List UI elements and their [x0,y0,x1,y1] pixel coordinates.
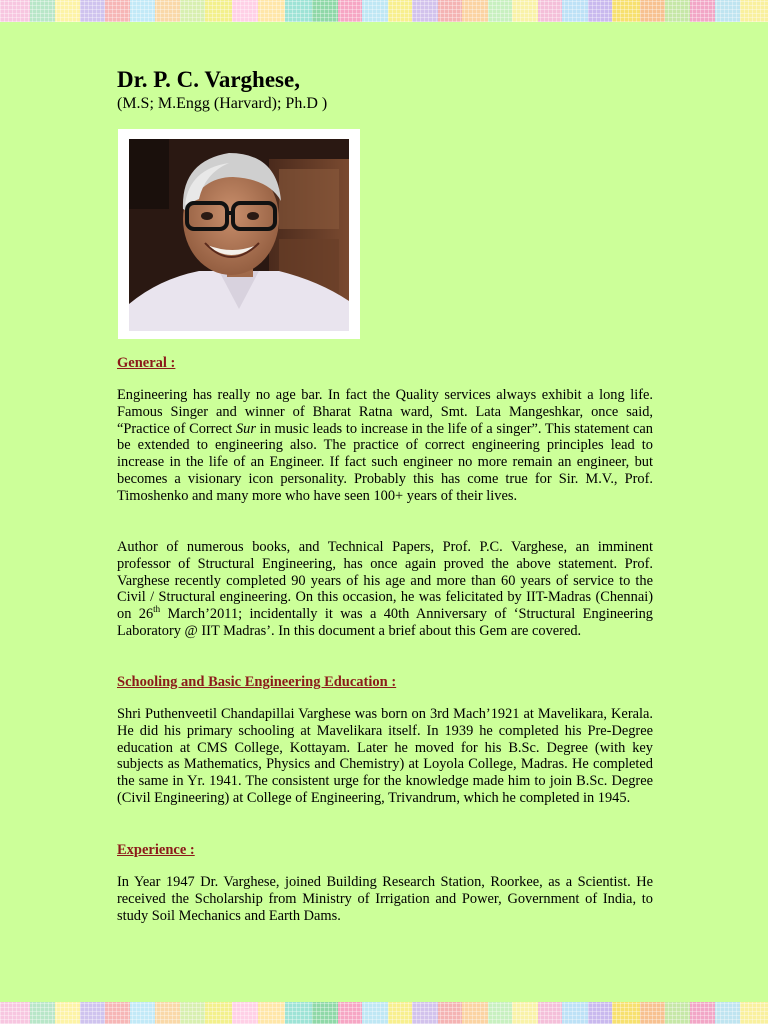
paragraph-schooling-1: Shri Puthenveetil Chandapillai Varghese was born on 3rd Mach’1921 at Mavelikara, Kerala. He did his primary schooling at Mavelikara itself. In 1939 he completed his Pre-Degree education at CMS College, Kottayam. Later he moved for his B.Sc. Degree (with key subjects as Mathematics, Physics and Chemistry) at Loyola College, Madras. He completed the same in Yr. 1941. The consistent urge for the knowledge made him to join B.Sc. Degree (Civil Engineering) at College of Engineering, Trivandrum, which he completed in 1945. [117,706,653,806]
section-heading-schooling: Schooling and Basic Engineering Education : [117,674,397,690]
portrait-photo-icon [129,139,349,331]
paragraph-general-2 [117,539,653,640]
paragraph-general-1 [117,387,653,505]
superscript: th [153,604,161,615]
paragraph-experience-1: In Year 1947 Dr. Varghese, joined Building Research Station, Roorkee, as a Scientist. He received the Scholarship from Ministry of Irrigation and Power, Government of India, to study Soil Mechanics and Earth Dams. [117,874,653,924]
decorative-top-border [0,0,768,22]
paragraph-text: in music leads to increase in the life of a singer”. This statement can be extended to engineering also. The practice of correct engineering principles lead to increase in the life of an Engineer. If fact such engineer no more remain an engineer, but becomes a visionary icon personality. Probably this has come true for Sir. M.V., Prof. Timoshenko and many more who have seen 100+ years of their lives. [117,420,654,504]
paragraph-text: March’2011; incidentally it was a 40th Anniversary of ‘Structural Engineering Laboratory @ IIT Madras’. In this document a brief about this Gem are covered. [117,606,653,639]
paragraph-text: Engineering has really no age bar. In fact the Quality services always exhibit a long life. Famous Singer and winner of Bharat Ratna ward, Smt. Lata Mangeshkar, once said, “Practice of Correct [117,387,653,437]
portrait-photo [118,129,360,339]
person-credentials: (M.S; M.Engg (Harvard); Ph.D ) [117,95,328,112]
section-heading-experience: Experience : [117,842,195,858]
decorative-bottom-border [0,1002,768,1024]
italic-term: Sur [235,420,256,437]
paragraph-text: Author of numerous books, and Technical Papers, Prof. P.C. Varghese, an imminent professor of Structural Engineering, has once again proved the above statement. Prof. Varghese recently completed 90 years of his age and more than 60 years of service to the Civil / Structural engineering. On this occasion, he was felicitated by IIT-Madras (Chennai) on 26 [117,539,653,623]
section-heading-general: General : [117,355,176,371]
person-name: Dr. P. C. Varghese, [117,67,300,92]
